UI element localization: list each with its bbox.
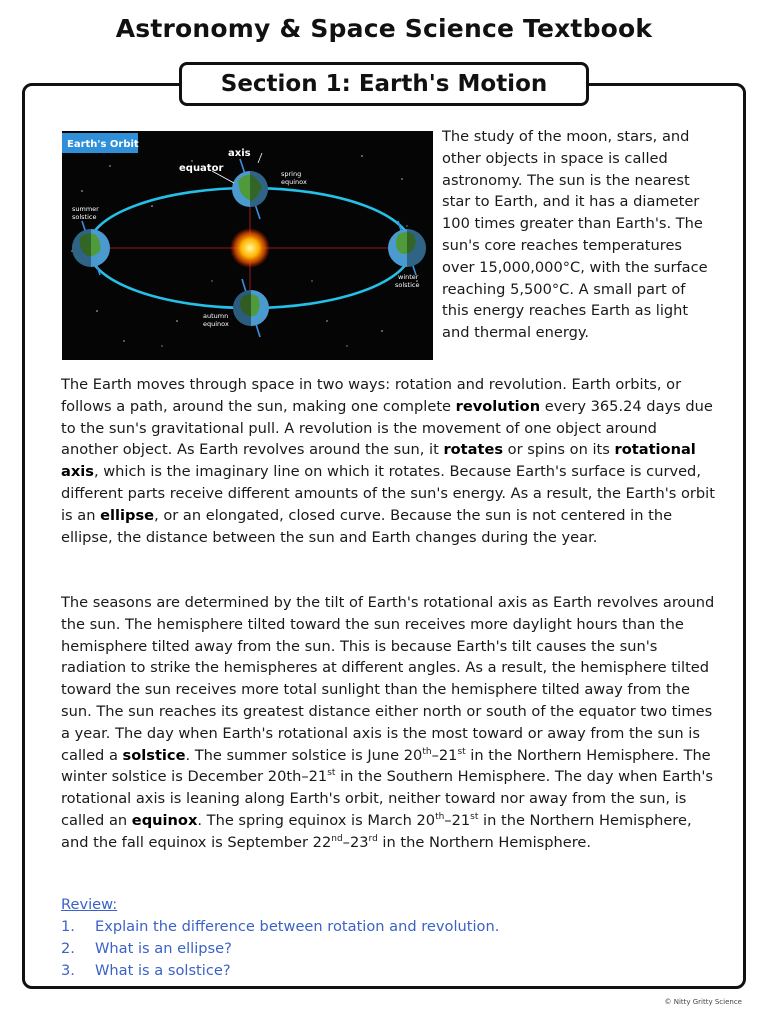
p2-text: The seasons are determined by the tilt of Earth's rotational axis as Earth revolves around the sun. The hemisphere tilted toward the sun receives more daylight hours than the hemisphere tilted away from the sun. This is because Earth's tilt causes the sun's radiation to strike the hemispheres at different angles. As a result, the hemisphere tilted toward the sun receives more total sunlight than the hemisphere tilted away from the sun. The sun reaches its greatest distance either north or south of the equator two times a year. The day when Earth's rotational axis is the most toward or away from the sun is called a (61, 594, 715, 764)
axis-label: axis (228, 148, 251, 159)
p1-text: , or an elongated, closed curve. Because the sun is not centered in the ellipse, the distance between the sun and Earth changes during the year. (61, 506, 673, 546)
summer-solstice-label-2: solstice (72, 213, 97, 221)
keyword-equinox: equinox (131, 811, 198, 829)
keyword-revolution: revolution (455, 397, 541, 415)
figure-title: Earth's Orbit (67, 139, 139, 150)
review-item-text: Explain the difference between rotation and revolution. (95, 918, 500, 935)
winter-solstice-label: winter (398, 273, 419, 281)
review-item (61, 916, 716, 938)
paragraph-rotation-revolution (61, 374, 716, 548)
review-item (61, 938, 716, 960)
keyword-rotational-axis: rotational axis (61, 441, 696, 481)
autumn-equinox-label-2: equinox (203, 320, 229, 328)
keyword-solstice: solstice (122, 746, 186, 764)
review-item-number: 3. (61, 962, 75, 979)
page-title: Astronomy & Space Science Textbook (115, 14, 653, 43)
p2-text: in the Northern Hemisphere. (377, 833, 592, 851)
keyword-rotates: rotates (443, 441, 504, 459)
winter-solstice-label-2: solstice (395, 281, 420, 289)
review-item-number: 2. (61, 940, 75, 957)
superscript: rd (368, 833, 378, 844)
p2-text: –21 (444, 811, 471, 829)
p2-text: . The spring equinox is March 20 (197, 811, 436, 829)
autumn-equinox-label: autumn (203, 312, 229, 320)
keyword-ellipse: ellipse (100, 506, 155, 524)
intro-paragraph: The study of the moon, stars, and other objects in space is called astronomy. The sun is the nearest star to Earth, and it has a diameter 100 times greater than Earth's. The sun's core reaches temperatures over 15,000,000°C, with the surface reaching 5,500°C. A small part of this energy reaches Earth as light and thermal energy. (442, 128, 708, 342)
spring-equinox-label: spring (281, 170, 302, 178)
superscript: st (470, 812, 479, 823)
p2-text: in the Northern Hemisphere, and the fall equinox is September 22 (61, 811, 692, 851)
p1-text: every 365.24 days due to the sun's gravitational pull. A revolution is the movement of one object around another object. As Earth revolves around the sun, it (61, 397, 713, 459)
review-item-number: 1. (61, 918, 75, 935)
superscript: st (457, 746, 466, 757)
p2-text: in the Southern Hemisphere. The day when Earth's rotational axis is leaning along Earth's orbit, neither toward nor away from the sun, is called an (61, 768, 713, 829)
sun (230, 228, 270, 268)
p2-text: –21 (431, 746, 458, 764)
copyright-notice: © Nitty Gritty Science (664, 998, 742, 1006)
superscript: st (327, 768, 336, 779)
superscript: th (422, 746, 432, 757)
spring-equinox-label-2: equinox (281, 178, 307, 186)
p2-text: . The summer solstice is June 20 (185, 746, 423, 764)
review-item-text: What is a solstice? (95, 962, 231, 979)
equator-label: equator (179, 163, 224, 174)
section-title: Section 1: Earth's Motion (179, 62, 589, 106)
superscript: th (435, 812, 445, 823)
review-section (61, 894, 716, 982)
review-heading: Review: (61, 896, 118, 913)
p2-text: in the Northern Hemisphere. The winter solstice is December 20th–21 (61, 746, 711, 786)
review-item (61, 960, 716, 982)
summer-solstice-label: summer (72, 205, 99, 213)
p1-text: The Earth moves through space in two ways: rotation and revolution. Earth orbits, or follows a path, around the sun, making one complete (61, 376, 682, 415)
p1-text: or spins on its (503, 441, 615, 459)
superscript: nd (331, 833, 343, 844)
earth-orbit-figure (62, 131, 433, 360)
p1-text: , which is the imaginary line on which it rotates. Because Earth's surface is curved, different parts receive different amounts of the sun's energy. As a result, the Earth's orbit is an (61, 463, 715, 524)
p2-text: –23 (342, 833, 369, 851)
review-item-text: What is an ellipse? (95, 940, 232, 957)
paragraph-seasons (61, 592, 716, 854)
